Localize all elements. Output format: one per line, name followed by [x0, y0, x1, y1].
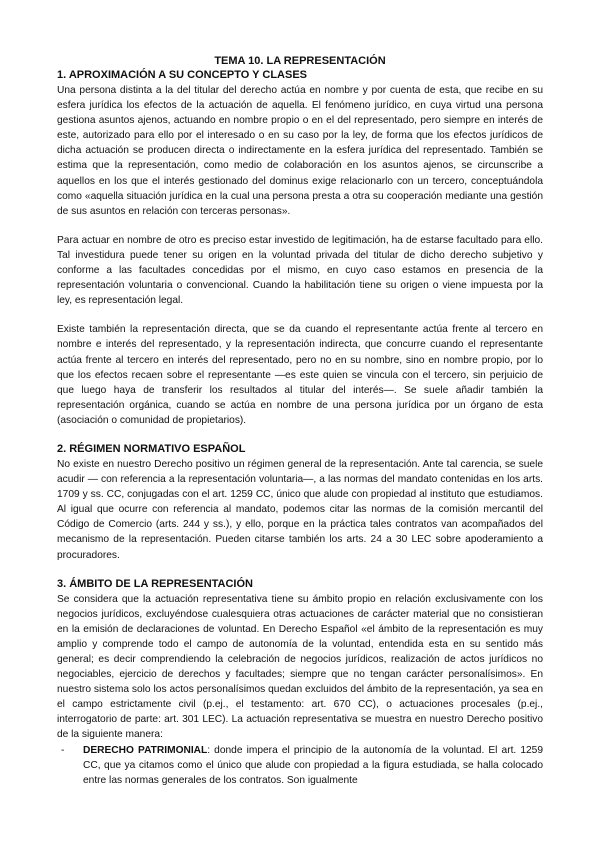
section-2-heading: 2. RÉGIMEN NORMATIVO ESPAÑOL — [57, 442, 246, 455]
list-bullet: - — [61, 744, 65, 756]
document-title: TEMA 10. LA REPRESENTACIÓN — [214, 55, 386, 67]
section-3-list — [57, 743, 543, 788]
section-1-paragraph-2: Para actuar en nombre de otro es preciso estar investido de legitimación, ha de estarse facultado para ello. Tal investidura puede tener su origen en la voluntad privada del titular de dicho derecho subjetivo y conforme a las facultades concedidas por el mismo, en cuyo caso estamos en presencia de la representación voluntaria o convencional. Cuando la habilitación tiene su origen o viene impuesta por la ley, es representación legal. — [57, 234, 543, 307]
section-3-paragraph-1: Se considera que la actuación representativa tiene su ámbito propio en relación exclusivamente con los negocios jurídicos, excluyéndose cualesquiera otras actuaciones de carácter material que no consistieran en la emisión de declaraciones de voluntad. En Derecho Español «el ámbito de la representación es muy amplio y comprende todo el campo de autonomía de la voluntad, entendida esta en su sentido más general; es decir comprendiendo la celebración de negocios jurídicos, realización de actos jurídicos no negociables, ejercicio de derechos y facultades; siempre que no tengan carácter personalísimos». En nuestro sistema solo los actos personalísimos quedan excluidos del ámbito de la representación, ya sea en el campo estrictamente civil (p.ej., el testamento: art. 670 CC), o actuaciones procesales (p.ej., interrogatorio de parte: art. 301 LEC). La actuación representativa se muestra en nuestro Derecho positivo de la siguiente manera: — [57, 593, 543, 741]
list-item-term: DERECHO PATRIMONIAL — [83, 744, 208, 756]
section-1-heading: 1. APROXIMACIÓN A SU CONCEPTO Y CLASES — [57, 69, 307, 81]
section-1-paragraph-1: Una persona distinta a la del titular del derecho actúa en nombre y por cuenta de esta, que recibe en su esfera jurídica los efectos de la actuación de aquella. El fenómeno jurídico, en cuya virtud una persona gestiona asuntos ajenos, actuando en nombre propio o en el del representado, pero siempre en interés de este, autorizado para ello por el interesado o en su caso por la ley, de forma que los efectos jurídicos de dicha actuación se producen directa o indirectamente en la esfera jurídica del representado. También se estima que la representación, como medio de colaboración en los asuntos ajenos, se circunscribe a aquellos en los que el interés gestionado del dominus exige relacionarlo con un tercero, conceptuándola como «aquella situación jurídica en la cual una persona presta a otra su cooperación mediante una gestión de sus asuntos en relación con terceras personas». — [57, 85, 543, 217]
section-1-paragraph-3: Existe también la representación directa, que se da cuando el representante actúa frente al tercero en nombre e interés del representado, y la representación indirecta, que concurre cuando el representante actúa frente al tercero en interés del representado, pero no en su nombre, sino en nombre propio, por lo que los efectos recaen sobre el representante —es este quien se vincula con el tercero, sin perjuicio de que luego haya de transferir los resultados al titular del interés—. Se suele añadir también la representación orgánica, cuando se actúa en nombre de una persona jurídica por un órgano de esta (asociación o comunidad de propietarios). — [57, 324, 543, 426]
list-item-text: : donde impera el principio de la autonomía de la voluntad. El art. 1259 CC, que ya citamos como el único que alude con propiedad a la figura estudiada, se halla colocado entre las normas generales de los contratos. Son igualmente — [83, 744, 544, 786]
section-3-heading: 3. ÁMBITO DE LA REPRESENTACIÓN — [57, 577, 253, 590]
document-page — [57, 54, 543, 788]
list-item — [57, 743, 543, 788]
section-2-paragraph-1: No existe en nuestro Derecho positivo un régimen general de la representación. Ante tal carencia, se suele acudir — con referencia a la representación voluntaria—, a las normas del mandato contenidas en los arts. 1709 y ss. CC, conjugadas con el art. 1259 CC, único que alude con propiedad al instituto que estudiamos. Al igual que ocurre con referencia al mandato, podemos citar las normas de la comisión mercantil del Código de Comercio (arts. 244 y ss.), y ello, porque en la práctica tales contratos van acompañados del mecanismo de la representación. Pueden citarse también los arts. 24 a 30 LEC sobre apoderamiento a procuradores. — [57, 458, 543, 561]
